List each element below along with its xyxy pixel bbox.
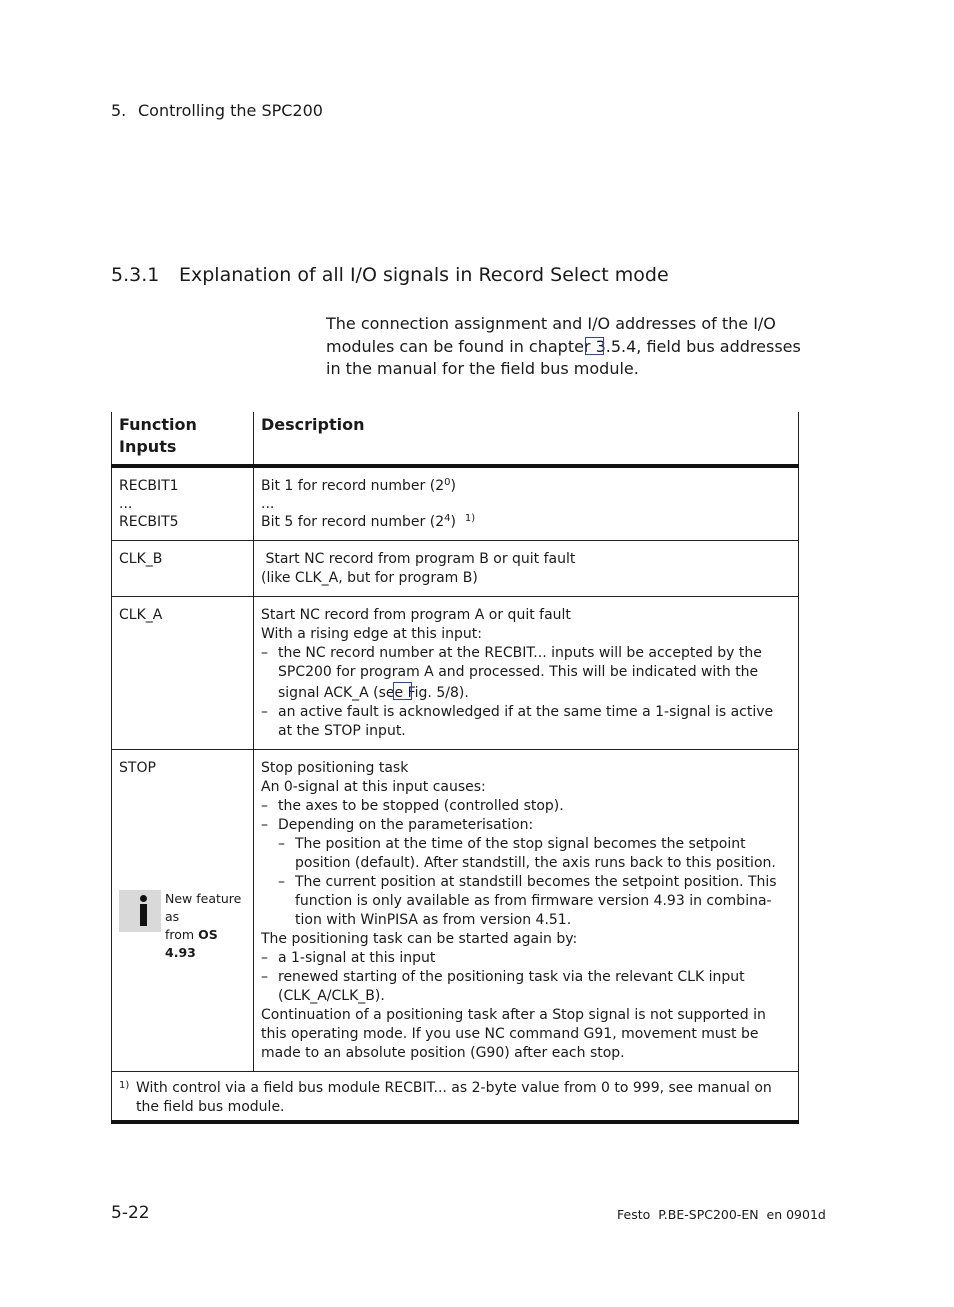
table-row-clk-b [112, 541, 799, 597]
description-line: (like CLK_A, but for program B) [261, 570, 478, 586]
new-feature-text: New feature as from OS 4.93 [165, 891, 242, 960]
table-header-row [112, 412, 799, 466]
list-item: – an active fault is acknowledged if at the same time a 1-signal is active at the STOP input. [261, 703, 791, 741]
function-cell [112, 597, 254, 750]
io-signals-table [111, 412, 799, 1124]
section-heading [111, 264, 669, 286]
description-line: Bit 5 for record number $(2^4)$ $^{1)}$ [261, 513, 476, 530]
chapter-number: 5. [111, 101, 127, 120]
description-line: An 0-signal at this input causes: [261, 779, 486, 795]
description-cell [254, 541, 799, 597]
ellipsis: ... [119, 496, 133, 512]
page-number: 5-22 [111, 1203, 150, 1223]
table-footnote-row [112, 1072, 799, 1123]
description-cell [254, 750, 799, 1072]
function-name: CLK_A [119, 607, 163, 623]
table-row-clk-a [112, 597, 799, 750]
function-cell [112, 541, 254, 597]
sub-list-item: – The current position at standstill becomes the setpoint position. This function is only available as from firmware version 4.93 in combina-tion with WinPISA as from version 4.51. [261, 873, 791, 930]
footnote-reference: 1) [464, 513, 476, 524]
footnote: $^{1)}$ With control via a field bus module RECBIT... as 2-byte value from 0 to 999, see manual on the field bus module. [119, 1080, 772, 1115]
sub-list-item: – The position at the time of the stop signal becomes the setpoint position (default). After standstill, the axis runs back to this position. [261, 835, 791, 873]
chapter-heading [111, 101, 323, 120]
cross-reference-link[interactable] [585, 337, 604, 355]
section-title: Explanation of all I/O signals in Record Select mode [179, 264, 669, 286]
description-cell [254, 597, 799, 750]
list-item: – renewed starting of the positioning task via the relevant CLK input (CLK_A/CLK_B). [261, 968, 791, 1006]
figure-link[interactable] [393, 682, 412, 700]
os-version: OS 4.93 [165, 927, 218, 960]
header-function-inputs: Function Inputs [112, 412, 254, 466]
info-icon [119, 890, 161, 932]
footnote-text: With control via a field bus module RECBIT... as 2-byte value from 0 to 999, see manual on the field bus module. [136, 1080, 772, 1115]
description-line: Start NC record from program B or quit fault [261, 551, 576, 567]
description-line: Start NC record from program A or quit fault [261, 607, 571, 623]
function-name: STOP [119, 760, 156, 776]
intro-text-2: 3.5.4, field bus addresses in the manual for the field bus module. [326, 336, 801, 378]
intro-paragraph [326, 313, 806, 381]
chapter-title: Controlling the SPC200 [138, 101, 323, 120]
function-name: CLK_B [119, 551, 163, 567]
function-name: RECBIT5 [119, 514, 179, 530]
description-line: With a rising edge at this input: [261, 626, 482, 642]
list-item: – the NC record number at the RECBIT... inputs will be accepted by the SPC200 for program A and processed. This will be indicated with the signal ACK_A (see Fig. 5/8). [261, 644, 791, 703]
description-line: Stop positioning task [261, 760, 409, 776]
intro-text-1: The connection assignment and I/O addresses of the I/O modules can be found in chapter [326, 314, 776, 356]
function-cell [112, 466, 254, 541]
new-feature-note [119, 890, 246, 962]
list-item: – a 1-signal at this input [261, 949, 791, 968]
description-line: The positioning task can be started again by: [261, 931, 578, 947]
footnote-cell [112, 1072, 799, 1123]
function-name: RECBIT1 [119, 478, 179, 494]
description-line: Continuation of a positioning task after a Stop signal is not supported in this operating mode. If you use NC command G91, movement must be made to an absolute position (G90) after each stop. [261, 1007, 766, 1061]
table-row-recbit [112, 466, 799, 541]
ellipsis: ... [261, 496, 275, 512]
list-item: – the axes to be stopped (controlled stop). [261, 797, 791, 816]
description-line: Bit 1 for record number $(2^0)$ [261, 477, 456, 494]
section-number: 5.3.1 [111, 264, 160, 286]
header-description: Description [254, 412, 799, 466]
table-row-stop [112, 750, 799, 1072]
function-cell [112, 750, 254, 1072]
document-reference: Festo P.BE-SPC200-EN en 0901d [617, 1207, 826, 1222]
description-cell [254, 466, 799, 541]
list-item: – Depending on the parameterisation: [261, 816, 791, 835]
